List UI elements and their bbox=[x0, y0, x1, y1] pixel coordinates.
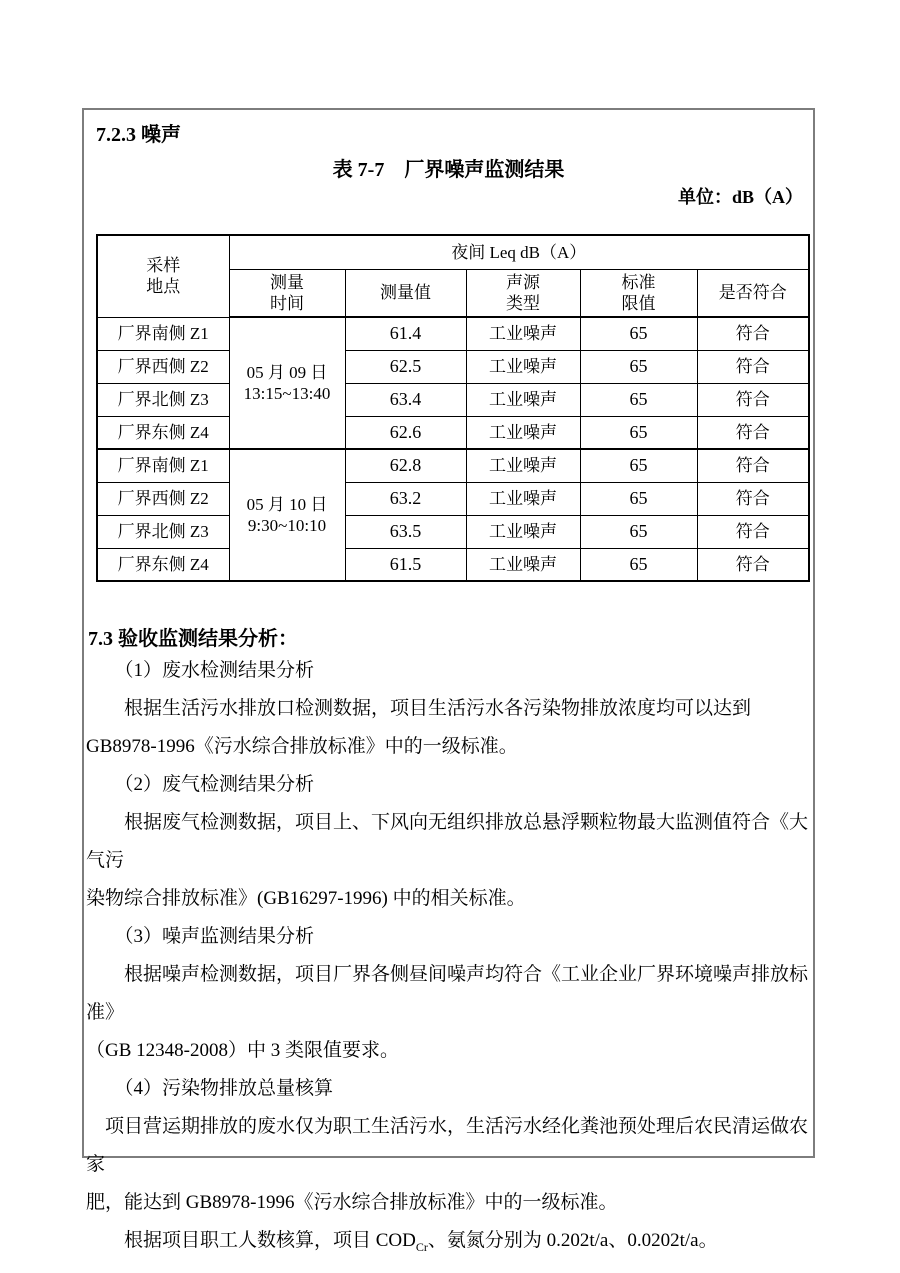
header-source-type-line2: 类型 bbox=[506, 293, 540, 313]
analysis-line: 项目营运期排放的废水仅为职工生活污水，生活污水经化粪池预处理后农民清运做农家 bbox=[86, 1116, 809, 1175]
cell-compliance: 符合 bbox=[697, 350, 809, 383]
cell-measure-time-group2 bbox=[229, 449, 345, 581]
table-row bbox=[97, 548, 809, 581]
header-measure-time bbox=[229, 269, 345, 317]
table-row bbox=[97, 383, 809, 416]
header-standard-limit-line2: 限值 bbox=[621, 293, 656, 313]
header-compliance: 是否符合 bbox=[697, 269, 809, 317]
cell-value: 61.4 bbox=[345, 317, 466, 350]
analysis-line: （2）废气检测结果分析 bbox=[86, 774, 315, 795]
cell-limit: 65 bbox=[580, 482, 697, 515]
cell-measure-time-date: 05 月 10 日 bbox=[246, 495, 328, 514]
cell-compliance: 符合 bbox=[697, 317, 809, 350]
cell-source: 工业噪声 bbox=[466, 482, 580, 515]
table-title: 表 7-7 厂界噪声监测结果 bbox=[332, 159, 565, 181]
cell-location: 厂界东侧 Z4 bbox=[97, 416, 229, 449]
cell-source: 工业噪声 bbox=[466, 350, 580, 383]
table-row bbox=[97, 449, 809, 482]
analysis-line: 肥，能达到 GB8978-1996《污水综合排放标准》中的一级标准。 bbox=[86, 1192, 618, 1213]
cell-limit: 65 bbox=[580, 515, 697, 548]
cell-measure-time-date: 05 月 09 日 bbox=[246, 363, 328, 382]
noise-monitoring-table bbox=[96, 234, 810, 582]
analysis-line-cod bbox=[86, 1222, 813, 1266]
cell-source: 工业噪声 bbox=[466, 383, 580, 416]
unit-label: 单位：dB（A） bbox=[677, 187, 803, 207]
cell-limit: 65 bbox=[580, 317, 697, 350]
cell-location: 厂界西侧 Z2 bbox=[97, 350, 229, 383]
cell-value: 61.5 bbox=[345, 548, 466, 581]
cell-limit: 65 bbox=[580, 383, 697, 416]
cell-value: 63.2 bbox=[345, 482, 466, 515]
cell-source: 工业噪声 bbox=[466, 515, 580, 548]
table-row bbox=[97, 317, 809, 350]
cell-limit: 65 bbox=[580, 449, 697, 482]
table-row bbox=[97, 350, 809, 383]
cell-source: 工业噪声 bbox=[466, 449, 580, 482]
header-sample-location-line2: 地点 bbox=[146, 277, 181, 297]
cell-compliance: 符合 bbox=[697, 383, 809, 416]
analysis-line: 根据生活污水排放口检测数据，项目生活污水各污染物排放浓度均可以达到 bbox=[86, 698, 752, 719]
header-night-leq: 夜间 Leq dB（A） bbox=[229, 235, 809, 269]
header-measure-value: 测量值 bbox=[345, 269, 466, 317]
cell-location: 厂界南侧 Z1 bbox=[97, 317, 229, 350]
cell-location: 厂界北侧 Z3 bbox=[97, 383, 229, 416]
cell-location: 厂界南侧 Z1 bbox=[97, 449, 229, 482]
cell-location: 厂界北侧 Z3 bbox=[97, 515, 229, 548]
cell-value: 62.6 bbox=[345, 416, 466, 449]
header-source-type bbox=[466, 269, 580, 317]
cell-value: 62.5 bbox=[345, 350, 466, 383]
cell-location: 厂界西侧 Z2 bbox=[97, 482, 229, 515]
cell-measure-time-range: 9:30~10:10 bbox=[247, 516, 327, 535]
document-content-frame bbox=[82, 108, 815, 1254]
cell-source: 工业噪声 bbox=[466, 416, 580, 449]
analysis-line: （1）废水检测结果分析 bbox=[86, 660, 315, 681]
cell-value: 63.4 bbox=[345, 383, 466, 416]
header-sample-location-line1: 采样 bbox=[146, 256, 181, 276]
analysis-line: （GB 12348-2008）中 3 类限值要求。 bbox=[86, 1040, 399, 1061]
section-heading-7-3: 7.3 验收监测结果分析： bbox=[88, 628, 298, 650]
header-measure-time-line1: 测量 bbox=[270, 272, 304, 292]
cell-compliance: 符合 bbox=[697, 416, 809, 449]
analysis-line: GB8978-1996《污水综合排放标准》中的一级标准。 bbox=[86, 736, 518, 757]
header-sample-location bbox=[97, 235, 229, 317]
header-standard-limit-line1: 标准 bbox=[621, 272, 656, 292]
cell-limit: 65 bbox=[580, 350, 697, 383]
analysis-line: （3）噪声监测结果分析 bbox=[86, 926, 315, 947]
cod-subscript: Cr bbox=[415, 1239, 428, 1254]
table-row bbox=[97, 416, 809, 449]
cell-compliance: 符合 bbox=[697, 548, 809, 581]
header-measure-time-line2: 时间 bbox=[270, 293, 304, 313]
analysis-line: 根据噪声检测数据，项目厂界各侧昼间噪声均符合《工业企业厂界环境噪声排放标准》 bbox=[86, 964, 809, 1023]
cod-line-post: 、氨氮分别为 0.202t/a、0.0202t/a。 bbox=[427, 1230, 718, 1251]
cell-measure-time-group1 bbox=[229, 317, 345, 449]
header-source-type-line1: 声源 bbox=[506, 272, 540, 292]
cell-limit: 65 bbox=[580, 548, 697, 581]
analysis-line: 根据废气检测数据，项目上、下风向无组织排放总悬浮颗粒物最大监测值符合《大气污 bbox=[86, 812, 809, 871]
table-row bbox=[97, 482, 809, 515]
cell-value: 62.8 bbox=[345, 449, 466, 482]
header-standard-limit bbox=[580, 269, 697, 317]
cell-compliance: 符合 bbox=[697, 449, 809, 482]
analysis-line: 染物综合排放标准》(GB16297-1996) 中的相关标准。 bbox=[86, 888, 526, 909]
cod-line-pre: 根据项目职工人数核算，项目 COD bbox=[86, 1230, 416, 1251]
section-heading-7-2-3: 7.2.3 噪声 bbox=[96, 124, 181, 146]
cell-value: 63.5 bbox=[345, 515, 466, 548]
cell-measure-time-range: 13:15~13:40 bbox=[243, 384, 331, 403]
cell-location: 厂界东侧 Z4 bbox=[97, 548, 229, 581]
cell-compliance: 符合 bbox=[697, 482, 809, 515]
cell-source: 工业噪声 bbox=[466, 317, 580, 350]
table-row bbox=[97, 515, 809, 548]
analysis-line: （4）污染物排放总量核算 bbox=[86, 1078, 334, 1099]
cell-compliance: 符合 bbox=[697, 515, 809, 548]
cell-limit: 65 bbox=[580, 416, 697, 449]
analysis-section bbox=[84, 626, 815, 1266]
cell-source: 工业噪声 bbox=[466, 548, 580, 581]
